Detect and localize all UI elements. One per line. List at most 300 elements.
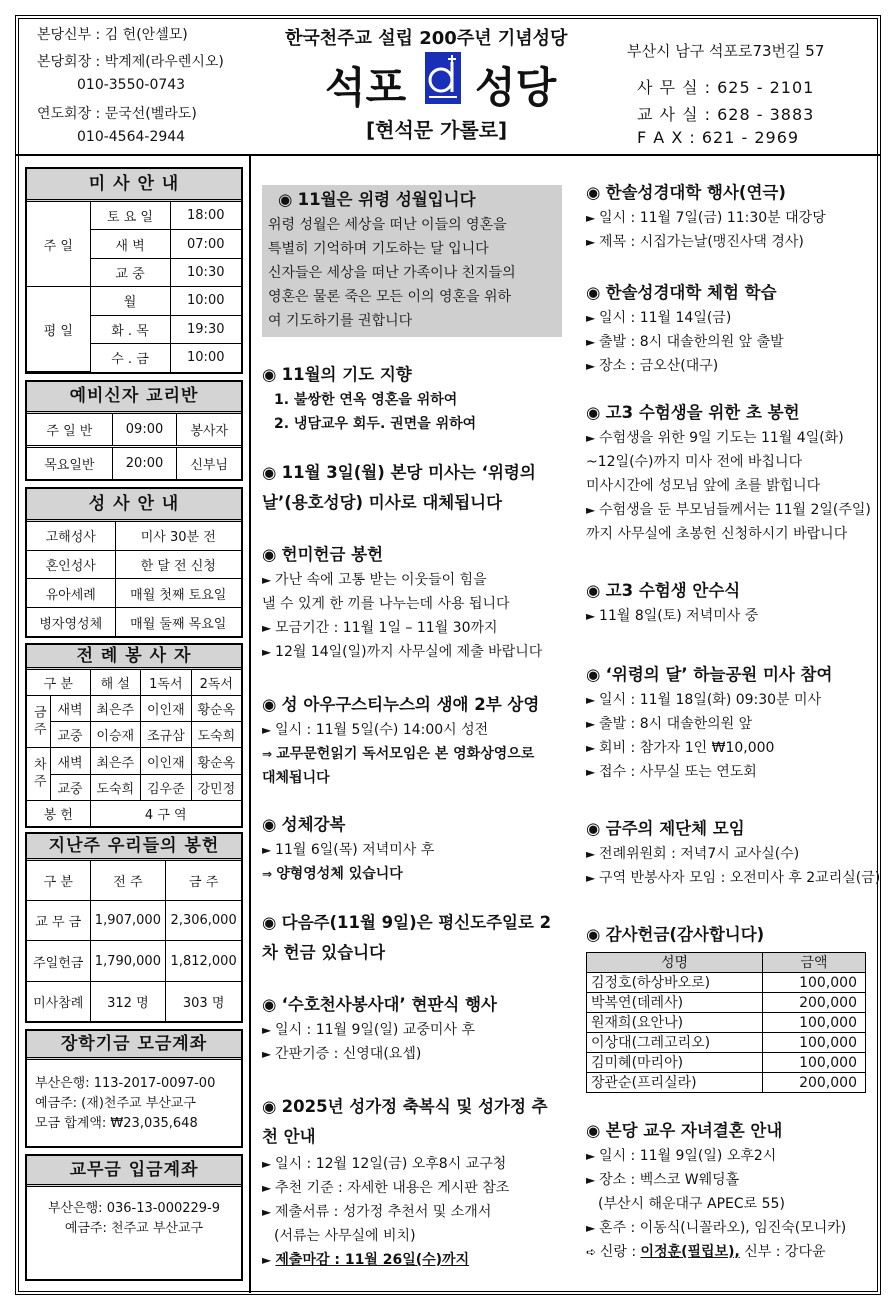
notice-title	[262, 362, 562, 388]
notice-title-text: 성체강복	[281, 815, 346, 834]
notice-title	[586, 180, 876, 206]
server: 최은주	[90, 696, 141, 722]
fax-number: F A X : 621 - 2969	[637, 128, 800, 147]
col-head: 전 주	[90, 861, 166, 900]
arrow-bullet-icon: ►	[586, 503, 600, 517]
notice-section	[262, 458, 562, 518]
arrow-bullet-icon: ►	[586, 693, 600, 707]
notice-text: 미사시간에 성모님 앞에 초를 밝힙니다	[586, 478, 821, 494]
notice-text: 영혼은 물론 죽은 모든 이의 영혼을 위하	[268, 289, 512, 305]
mass-time: 07:00	[170, 230, 241, 258]
radio-bullet-icon: ◉	[586, 403, 606, 422]
arrow-bullet-icon: ►	[262, 1205, 276, 1219]
radio-bullet-icon: ◉	[586, 819, 606, 838]
notice-line	[586, 842, 876, 866]
notice-line	[586, 1168, 876, 1192]
notice-text: (부산시 해운대구 APEC로 55)	[598, 1196, 785, 1212]
notice-text: 12월 14일(일)까지 사무실에 제출 바랍니다	[275, 644, 543, 660]
notice-title-text: 11월 3일(월) 본당 미사는 ‘위령의 날’(용호성당) 미사로 대체됩니다	[262, 463, 536, 512]
mass-label: 교중	[50, 722, 90, 748]
radio-bullet-icon: ◉	[262, 545, 282, 564]
notice-line	[586, 866, 881, 890]
server: 도숙희	[90, 774, 141, 800]
patron: [현석문 가롤로]	[366, 118, 508, 142]
arrow-bullet-icon: ►	[586, 431, 600, 445]
arrow-bullet-icon: ►	[586, 1173, 600, 1187]
notice-text: ~12일(수)까지 미사 전에 바칩니다	[586, 454, 803, 470]
notice-text: 수험생을 위한 9일 기도는 11월 4일(화)	[599, 430, 844, 446]
council-president: 본당회장 : 박계제(라우렌시오)	[37, 54, 224, 70]
radio-bullet-icon: ◉	[278, 190, 298, 209]
notice-text: 여 기도하기를 권합니다	[268, 313, 413, 329]
radio-bullet-icon: ◉	[586, 665, 606, 684]
column-divider	[249, 156, 251, 1293]
class-time: 20:00	[112, 447, 177, 480]
radio-bullet-icon: ◉	[586, 283, 606, 302]
scholarship-box	[25, 1029, 243, 1148]
donation-row	[587, 1073, 866, 1093]
offering-type: 미사참례	[27, 981, 90, 1021]
sodality-president: 연도회장 : 문국선(벨라도)	[37, 106, 197, 122]
notice-title	[262, 908, 562, 968]
notice-title	[586, 922, 876, 948]
notice-text: 교무문헌읽기 독서모임은 본 영화상영으로	[276, 746, 535, 762]
account-holder: 예금주: (재)천주교 부산교구	[35, 1096, 196, 1111]
notice-section	[586, 400, 876, 546]
notice-text: 출발 : 8시 대솔한의원 앞	[599, 716, 753, 732]
radio-bullet-icon: ◉	[586, 1121, 606, 1140]
notice-text: 제출서류 : 성가정 추천서 및 소개서	[275, 1204, 492, 1220]
notice-line	[262, 1200, 562, 1224]
hollow-arrow-icon: ➪	[586, 1245, 600, 1259]
arrow-bullet-icon: ►	[262, 723, 276, 737]
notice-title-text: 11월의 기도 지향	[281, 365, 412, 384]
donor-name: 원재희(요안나)	[587, 1013, 763, 1033]
arrow-bullet-icon: ►	[586, 765, 600, 779]
notice-line	[586, 1192, 876, 1216]
mass-time: 18:00	[170, 202, 241, 230]
notice-text: 일시 : 11월 7일(금) 11:30분 대강당	[599, 210, 826, 226]
notice-text: (서류는 사무실에 비치)	[274, 1228, 416, 1244]
donation-amount: 100,000	[763, 973, 866, 993]
notice-title	[586, 280, 876, 306]
server: 김우준	[141, 774, 192, 800]
arrow-bullet-icon: ►	[586, 359, 600, 373]
arrow-bullet-icon: ►	[262, 645, 276, 659]
arrow-bullet-icon: ►	[262, 621, 276, 635]
radio-bullet-icon: ◉	[262, 913, 282, 932]
offering-box	[25, 832, 243, 1023]
server: 강민정	[191, 774, 241, 800]
notice-line	[262, 742, 562, 766]
notice-section	[262, 992, 562, 1066]
notice-text: 1. 불쌍한 연옥 영혼을 위하여	[274, 392, 458, 408]
notice-text: 구역 반봉사자 모임 : 오전미사 후 2교리실(금)	[599, 870, 881, 886]
notice-title	[262, 1092, 562, 1152]
notice-section	[262, 1092, 562, 1272]
offering-type: 교 무 금	[27, 900, 90, 941]
mass-label: 새벽	[50, 696, 90, 722]
donor-name: 이상대(그레고리오)	[587, 1033, 763, 1053]
arrow-bullet-icon: ►	[586, 235, 600, 249]
notice-section	[586, 578, 876, 628]
mass-title: 미 사 안 내	[27, 169, 241, 202]
notice-text: 추천 기준 : 자세한 내용은 게시판 참조	[275, 1180, 510, 1196]
radio-bullet-icon: ◉	[262, 995, 282, 1014]
sacrament-name: 고해성사	[27, 522, 115, 550]
donation-amount: 100,000	[763, 1033, 866, 1053]
arrow-bullet-icon: ►	[586, 211, 600, 225]
server: 최은주	[90, 748, 141, 774]
notice-line	[586, 474, 876, 498]
server: 황순옥	[191, 748, 241, 774]
notice-line	[262, 388, 562, 412]
donation-amount: 200,000	[763, 993, 866, 1013]
donation-amount: 200,000	[763, 1073, 866, 1093]
amount: 2,306,000	[166, 900, 241, 941]
mass-time: 19:30	[170, 315, 241, 343]
radio-bullet-icon: ◉	[586, 183, 606, 202]
double-arrow-icon: ⇒	[262, 867, 277, 881]
notice-text: 일시 : 11월 18일(화) 09:30분 미사	[599, 692, 822, 708]
offering-type: 주일헌금	[27, 941, 90, 982]
notice-line	[262, 616, 562, 640]
col-head: 해 설	[90, 670, 141, 696]
donation-amount: 100,000	[763, 1013, 866, 1033]
notice-line	[268, 285, 556, 309]
notice-title-text: 고3 수험생 안수식	[605, 581, 741, 600]
liturgy-title: 전 례 봉 사 자	[27, 645, 241, 670]
mass-schedule-box	[25, 167, 243, 374]
notice-title	[586, 1118, 876, 1144]
notice-section	[262, 185, 562, 337]
notice-text: 일시 : 11월 5일(수) 14:00시 성전	[275, 722, 489, 738]
amount: 1,790,000	[90, 941, 166, 982]
sacrament-info: 매월 첫째 토요일	[115, 579, 241, 608]
arrow-bullet-icon: ►	[262, 573, 276, 587]
arrow-bullet-icon: ►	[262, 843, 276, 857]
notice-line	[586, 426, 876, 450]
notice-title-text: 2025년 성가정 축복식 및 성가정 추천 안내	[262, 1097, 548, 1146]
notice-line	[586, 736, 876, 760]
server: 조규삼	[141, 722, 192, 748]
radio-bullet-icon: ◉	[586, 581, 606, 600]
server: 이인재	[141, 696, 192, 722]
notice-line	[586, 604, 876, 628]
notice-line	[262, 1176, 562, 1200]
amount: 312 명	[90, 981, 166, 1021]
offering-title: 지난주 우리들의 봉헌	[27, 834, 241, 861]
sacrament-name: 유아세례	[27, 579, 115, 608]
col-head: 1독서	[141, 670, 192, 696]
notice-line	[268, 213, 556, 237]
col-head: 구 분	[27, 670, 90, 696]
mass-day: 교 중	[90, 258, 170, 286]
notice-section	[262, 362, 562, 436]
notice-section	[586, 816, 881, 890]
donor-name: 김미혜(마리아)	[587, 1053, 763, 1073]
notice-line	[586, 712, 876, 736]
arrow-bullet-icon: ►	[586, 1221, 600, 1235]
sacrament-info: 미사 30분 전	[115, 522, 241, 550]
notice-text: 신자들은 세상을 떠난 가족이나 친지들의	[268, 265, 516, 281]
notice-text: 11월 6일(목) 저녁미사 후	[275, 842, 435, 858]
notice-section	[262, 692, 562, 790]
notice-title-text: ‘수호천사봉사대’ 현판식 행사	[281, 995, 497, 1014]
notice-line	[586, 498, 876, 522]
notice-title	[586, 816, 876, 842]
sacrament-info: 한 달 전 신청	[115, 550, 241, 579]
address: 부산시 남구 석포로73번길 57	[627, 42, 825, 60]
next-week-label: 차주	[27, 748, 50, 800]
notice-line	[586, 760, 876, 784]
notice-line	[586, 206, 876, 230]
notice-title	[586, 578, 876, 604]
notice-section	[262, 908, 562, 968]
donation-table	[586, 952, 866, 1093]
notice-line	[262, 1042, 562, 1066]
notice-section	[586, 180, 876, 254]
server: 이인재	[141, 748, 192, 774]
bank-account: 부산은행: 036-13-000229-9	[47, 1201, 221, 1216]
notice-text: 제출마감 : 11월 26일(수)까지	[275, 1252, 470, 1268]
liturgy-box	[25, 643, 243, 828]
class-name: 목요일반	[27, 447, 112, 480]
donation-row	[587, 1053, 866, 1073]
col-head: 금액	[763, 953, 866, 973]
notice-section	[586, 280, 876, 378]
notice-text: 모금기간 : 11월 1일 – 11월 30까지	[275, 620, 498, 636]
notice-text: 제목 : 시집가는날(맹진사댁 경사)	[599, 234, 804, 250]
mass-day: 월	[90, 287, 170, 315]
notice-text: 간판기증 : 신영대(요셉)	[275, 1046, 422, 1062]
notice-text: 일시 : 12월 12일(금) 오후8시 교구청	[275, 1156, 507, 1172]
this-week-label: 금주	[27, 696, 50, 748]
notice-title	[586, 662, 876, 688]
notice-title	[262, 992, 562, 1018]
notice-line	[262, 1018, 562, 1042]
bride-text: 신부 : 강다윤	[739, 1244, 826, 1260]
donation-amount: 100,000	[763, 1053, 866, 1073]
amount: 1,907,000	[90, 900, 166, 941]
notice-text: 2. 냉담교우 회두. 권면을 위하여	[274, 416, 477, 432]
col-head: 구 분	[27, 861, 90, 900]
mass-day: 토 요 일	[90, 202, 170, 230]
notice-line	[262, 592, 562, 616]
notice-text: 신랑 :	[599, 1244, 641, 1260]
notice-title-text: 고3 수험생을 위한 초 봉헌	[605, 403, 800, 422]
mass-day: 수 . 금	[90, 344, 170, 372]
notice-title-text: 다음주(11월 9일)은 평신도주일로 2차 헌금 있습니다	[262, 913, 552, 962]
arrow-bullet-icon: ►	[586, 717, 600, 731]
mass-label: 교중	[50, 774, 90, 800]
notice-line	[262, 412, 562, 436]
radio-bullet-icon: ◉	[262, 463, 282, 482]
donation-row	[587, 973, 866, 993]
church-name-left: 석포	[325, 63, 407, 112]
arrow-bullet-icon: ►	[262, 1253, 276, 1267]
notice-text: 낼 수 있게 한 끼를 나누는데 사용 됩니다	[262, 596, 510, 612]
arrow-bullet-icon: ►	[262, 1047, 276, 1061]
notice-line	[268, 237, 556, 261]
notice-text: 장소 : 벡스코 W웨딩홀	[599, 1172, 740, 1188]
class-name: 주 일 반	[27, 414, 112, 447]
church-logo	[425, 52, 461, 104]
church-name-right: 성당	[475, 63, 557, 112]
scholarship-title: 장학기금 모금계좌	[27, 1031, 241, 1060]
notice-title	[262, 542, 562, 568]
notice-line	[268, 261, 556, 285]
donation-row	[587, 993, 866, 1013]
notice-title	[586, 400, 876, 426]
catechist-phone: 교 사 실 : 628 - 3883	[637, 105, 815, 124]
notice-line	[262, 838, 562, 862]
notice-line	[262, 862, 562, 886]
offering-district: 4 구 역	[90, 800, 241, 826]
notice-title	[268, 187, 556, 213]
notice-line	[586, 306, 876, 330]
notice-text: 일시 : 11월 9일(일) 오후2시	[599, 1148, 777, 1164]
notice-text: 대체됩니다	[262, 770, 330, 786]
amount: 1,812,000	[166, 941, 241, 982]
radio-bullet-icon: ◉	[262, 365, 282, 384]
sacrament-name: 병자영성체	[27, 608, 115, 636]
sacrament-name: 혼인성사	[27, 550, 115, 579]
notice-text: 수험생을 둔 부모님들께서는 11월 2일(주일)	[599, 502, 871, 518]
notice-title	[262, 812, 562, 838]
arrow-bullet-icon: ►	[586, 741, 600, 755]
groom-name: 이정훈(필립보),	[640, 1244, 740, 1260]
notice-line	[586, 1240, 876, 1264]
mass-time: 10:30	[170, 258, 241, 286]
arrow-bullet-icon: ►	[262, 1181, 276, 1195]
notice-line	[586, 230, 876, 254]
notice-text: 회비 : 참가자 1인 ₩10,000	[599, 740, 775, 756]
catechumen-box	[25, 380, 243, 481]
total-amount: 모금 합계액: ₩23,035,648	[35, 1116, 198, 1131]
notice-text: 접수 : 사무실 또는 연도회	[599, 764, 757, 780]
radio-bullet-icon: ◉	[262, 695, 282, 714]
arrow-bullet-icon: ►	[586, 311, 600, 325]
col-head: 금 주	[166, 861, 241, 900]
server: 도숙희	[191, 722, 241, 748]
notice-text: 위령 성월은 세상을 떠난 이들의 영혼을	[268, 217, 507, 233]
notice-text: 혼주 : 이동식(니꼴라오), 임진숙(모니카)	[599, 1220, 847, 1236]
donor-name: 김정호(하상바오로)	[587, 973, 763, 993]
notice-line	[262, 1224, 562, 1248]
sunday-label: 주 일	[27, 202, 90, 287]
mass-time: 10:00	[170, 344, 241, 372]
account-holder: 예금주: 천주교 부산교구	[64, 1221, 204, 1236]
arrow-bullet-icon: ►	[586, 871, 600, 885]
notice-text: 11월 8일(토) 저녁미사 중	[599, 608, 759, 624]
arrow-bullet-icon: ►	[586, 609, 600, 623]
notice-title-text: 본당 교우 자녀결혼 안내	[605, 1121, 783, 1140]
mass-label: 새벽	[50, 748, 90, 774]
notice-line	[262, 568, 562, 592]
notice-title	[262, 458, 562, 518]
notice-section	[586, 662, 876, 784]
notice-title-text: 11월은 위령 성월입니다	[297, 190, 476, 209]
notice-line	[262, 1152, 562, 1176]
arrow-bullet-icon: ►	[262, 1023, 276, 1037]
notice-title-text: 한솔성경대학 체험 학습	[605, 283, 777, 302]
class-teacher: 신부님	[177, 447, 241, 480]
notice-line	[586, 354, 876, 378]
notice-text: 특별히 기억하며 기도하는 달 입니다	[268, 241, 489, 257]
notice-line	[586, 450, 876, 474]
mass-day: 화 . 목	[90, 315, 170, 343]
sacrament-title: 성 사 안 내	[27, 489, 241, 522]
notice-line	[262, 718, 562, 742]
class-time: 09:00	[112, 414, 177, 447]
notice-section	[262, 812, 562, 886]
notice-title-text: 감사헌금(감사합니다)	[605, 925, 765, 944]
donation-row	[587, 1013, 866, 1033]
notice-title-text: 성 아우구스티누스의 생애 2부 상영	[281, 695, 540, 714]
sodality-phone: 010-4564-2944	[77, 129, 186, 145]
arrow-bullet-icon: ►	[586, 1149, 600, 1163]
subtitle: 한국천주교 설립 200주년 기념성당	[285, 28, 568, 49]
notice-line	[268, 309, 556, 333]
offering-label: 봉 헌	[27, 800, 90, 826]
council-phone: 010-3550-0743	[77, 77, 186, 93]
radio-bullet-icon: ◉	[262, 815, 282, 834]
server: 황순옥	[191, 696, 241, 722]
notice-section	[586, 922, 876, 1093]
notice-line	[586, 688, 876, 712]
notice-section	[586, 1118, 876, 1264]
dues-box	[25, 1154, 243, 1281]
notice-title	[262, 692, 562, 718]
sacrament-box	[25, 487, 243, 638]
col-head: 2독서	[191, 670, 241, 696]
notice-text: 장소 : 금오산(대구)	[599, 358, 719, 374]
col-head: 성명	[587, 953, 763, 973]
double-arrow-icon: ⇒	[262, 747, 277, 761]
notice-text: 가난 속에 고통 받는 이웃들이 힘을	[275, 572, 487, 588]
notice-text: 까지 사무실에 초봉헌 신청하시기 바랍니다	[586, 526, 848, 542]
notice-text: 양형영성체 있습니다	[276, 866, 403, 882]
notice-line	[586, 1216, 876, 1240]
notice-title-text: 헌미헌금 봉헌	[281, 545, 384, 564]
pastor: 본당신부 : 김 헌(안셀모)	[37, 27, 188, 43]
notice-text: 출발 : 8시 대솔한의원 앞 출발	[599, 334, 784, 350]
radio-bullet-icon: ◉	[262, 1097, 282, 1116]
arrow-bullet-icon: ►	[586, 335, 600, 349]
office-phone: 사 무 실 : 625 - 2101	[637, 78, 815, 97]
class-teacher: 봉사자	[177, 414, 241, 447]
notice-title-text: 금주의 제단체 모임	[605, 819, 745, 838]
server: 이승재	[90, 722, 141, 748]
donation-row	[587, 1033, 866, 1053]
notice-text: 일시 : 11월 14일(금)	[599, 310, 732, 326]
arrow-bullet-icon: ►	[262, 1157, 276, 1171]
mass-time: 10:00	[170, 287, 241, 315]
weekday-label: 평 일	[27, 287, 90, 372]
notice-section	[262, 542, 562, 664]
amount: 303 명	[166, 981, 241, 1021]
notice-line	[262, 766, 562, 790]
notice-title-text: 한솔성경대학 행사(연극)	[605, 183, 786, 202]
notice-title-text: ‘위령의 달’ 하늘공원 미사 참여	[605, 665, 833, 684]
arrow-bullet-icon: ►	[586, 847, 600, 861]
bank-account: 부산은행: 113-2017-0097-00	[35, 1076, 216, 1091]
catechumen-title: 예비신자 교리반	[27, 382, 241, 414]
radio-bullet-icon: ◉	[586, 925, 606, 944]
donor-name: 박복연(데레사)	[587, 993, 763, 1013]
notice-text: 일시 : 11월 9일(일) 교중미사 후	[275, 1022, 475, 1038]
